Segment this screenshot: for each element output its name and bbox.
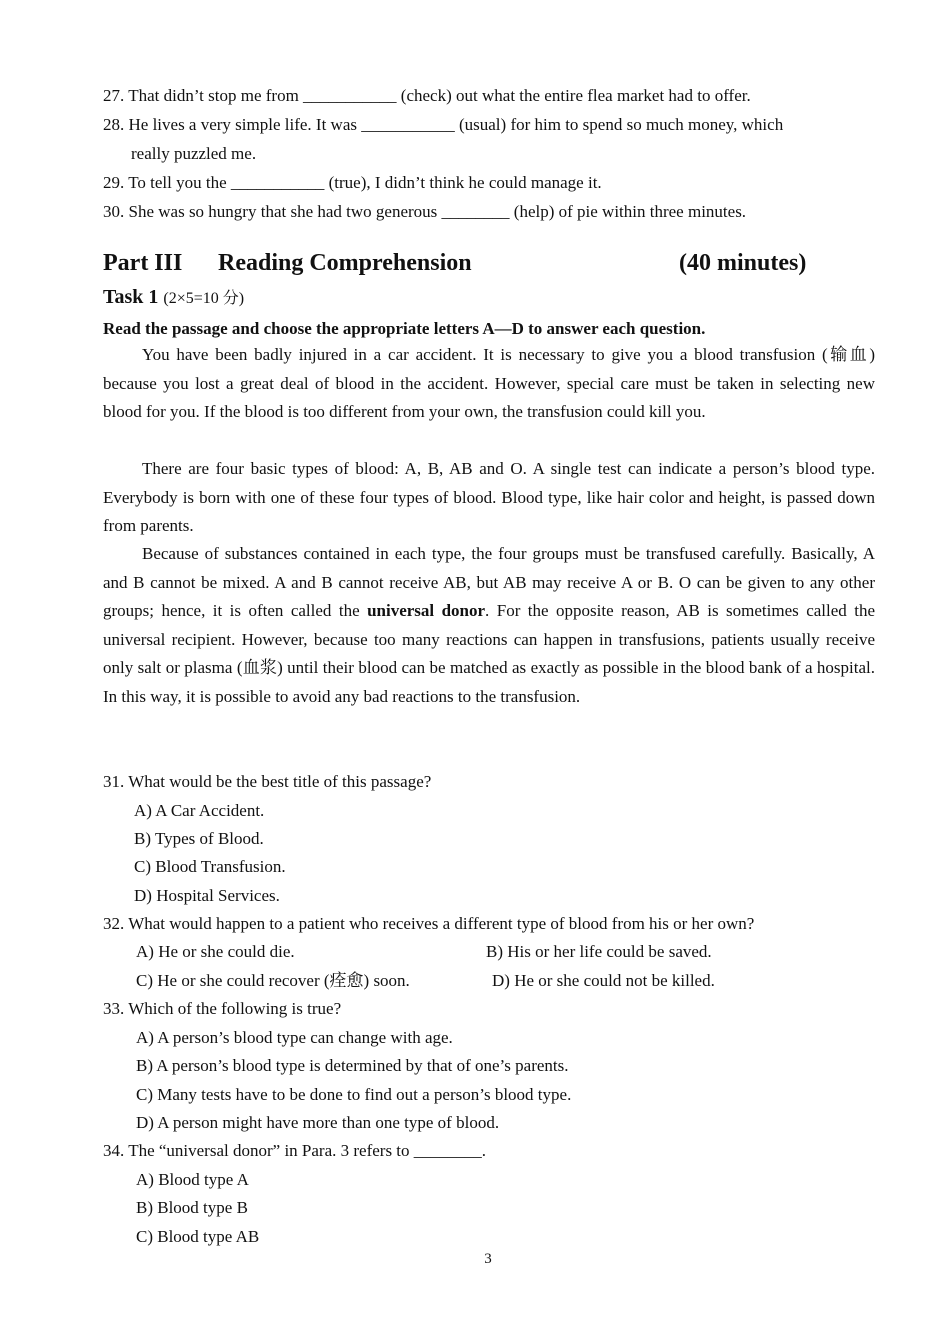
task-label: Task 1 bbox=[103, 286, 159, 308]
q31-option-c: C) Blood Transfusion. bbox=[134, 857, 286, 876]
question-text: She was so hungry that she had two generous ________ (help) of pie within three minutes. bbox=[128, 202, 747, 221]
q33-option-c: C) Many tests have to be done to find out a person’s blood type. bbox=[136, 1085, 572, 1104]
passage-paragraph-1 bbox=[103, 341, 875, 427]
page-number: 3 bbox=[484, 1251, 492, 1267]
q31-option-d: D) Hospital Services. bbox=[134, 886, 280, 905]
question-28-continuation: really puzzled me. bbox=[131, 144, 257, 163]
passage-paragraph-3 bbox=[103, 540, 875, 711]
passage-paragraph-2 bbox=[103, 455, 875, 541]
question-27 bbox=[103, 86, 751, 106]
q33-option-a: A) A person’s blood type can change with age. bbox=[136, 1028, 453, 1047]
section-title: Reading Comprehension bbox=[218, 250, 472, 276]
question-28 bbox=[103, 115, 783, 135]
q34-option-c: C) Blood type AB bbox=[136, 1227, 260, 1246]
section-time: (40 minutes) bbox=[679, 250, 807, 276]
paragraph-text: There are four basic types of blood: A, B, AB and O. A single test can indicate a person’s blood type. Everybody is born with one of these four types of blood. Blood type, like hair color and height, is passed down from parents. bbox=[103, 459, 875, 535]
question-number: 30. bbox=[103, 202, 125, 221]
question-text: That didn’t stop me from ___________ (check) out what the entire flea market had to offer. bbox=[128, 86, 751, 105]
question-30 bbox=[103, 202, 746, 222]
question-text: He lives a very simple life. It was ___________ (usual) for him to spend so much money, which bbox=[128, 115, 784, 134]
question-number: 28. bbox=[103, 115, 125, 134]
q31-option-b: B) Types of Blood. bbox=[134, 829, 264, 848]
question-number: 27. bbox=[103, 86, 125, 105]
universal-donor-term: universal donor bbox=[367, 601, 486, 620]
question-31: 31. What would be the best title of this passage? bbox=[103, 772, 432, 791]
paragraph-text: . For the opposite reason, AB is sometimes called the universal recipient. However, because too many reactions can happen in transfusions, patients usually receive only salt or plasma (血浆) until their blood can be matched as exactly as possible in the blood bank of a hospital. In this way, it is possible to avoid any bad reactions to the transfusion. bbox=[103, 601, 875, 706]
task-title bbox=[103, 285, 244, 311]
paragraph-text: You have been badly injured in a car accident. It is necessary to give you a blood transfusion (输血) because you lost a great deal of blood in the accident. However, special care must be taken in selecting new blood for you. If the blood is too different from your own, the transfusion could kill you. bbox=[103, 345, 875, 421]
question-32: 32. What would happen to a patient who receives a different type of blood from his or her own? bbox=[103, 914, 755, 933]
question-number: 29. bbox=[103, 173, 125, 192]
q32-option-a: A) He or she could die. bbox=[136, 942, 295, 961]
task-instruction: Read the passage and choose the appropriate letters A—D to answer each question. bbox=[103, 319, 706, 338]
question-33: 33. Which of the following is true? bbox=[103, 999, 342, 1018]
section-part: Part III bbox=[103, 250, 183, 276]
question-34: 34. The “universal donor” in Para. 3 refers to ________. bbox=[103, 1141, 487, 1160]
q34-option-b: B) Blood type B bbox=[136, 1198, 248, 1217]
q33-option-d: D) A person might have more than one type of blood. bbox=[136, 1113, 500, 1132]
q33-option-b: B) A person’s blood type is determined by that of one’s parents. bbox=[136, 1056, 569, 1075]
q31-option-a: A) A Car Accident. bbox=[134, 801, 265, 820]
question-29 bbox=[103, 173, 602, 193]
paragraph-text: Because of substances contained in each type, the four groups must be transfused carefully. Basically, A and B cannot be mixed. A and B cannot receive AB, but AB may receive A or B. O can be given to any other groups; hence, it is often called the bbox=[103, 544, 875, 620]
q34-option-a: A) Blood type A bbox=[136, 1170, 249, 1189]
q32-option-b: B) His or her life could be saved. bbox=[486, 942, 712, 961]
q32-option-d: D) He or she could not be killed. bbox=[492, 971, 715, 990]
q32-option-c: C) He or she could recover (痊愈) soon. bbox=[136, 971, 410, 990]
task-points: (2×5=10 分) bbox=[163, 290, 245, 307]
question-text: To tell you the ___________ (true), I didn’t think he could manage it. bbox=[128, 173, 602, 192]
